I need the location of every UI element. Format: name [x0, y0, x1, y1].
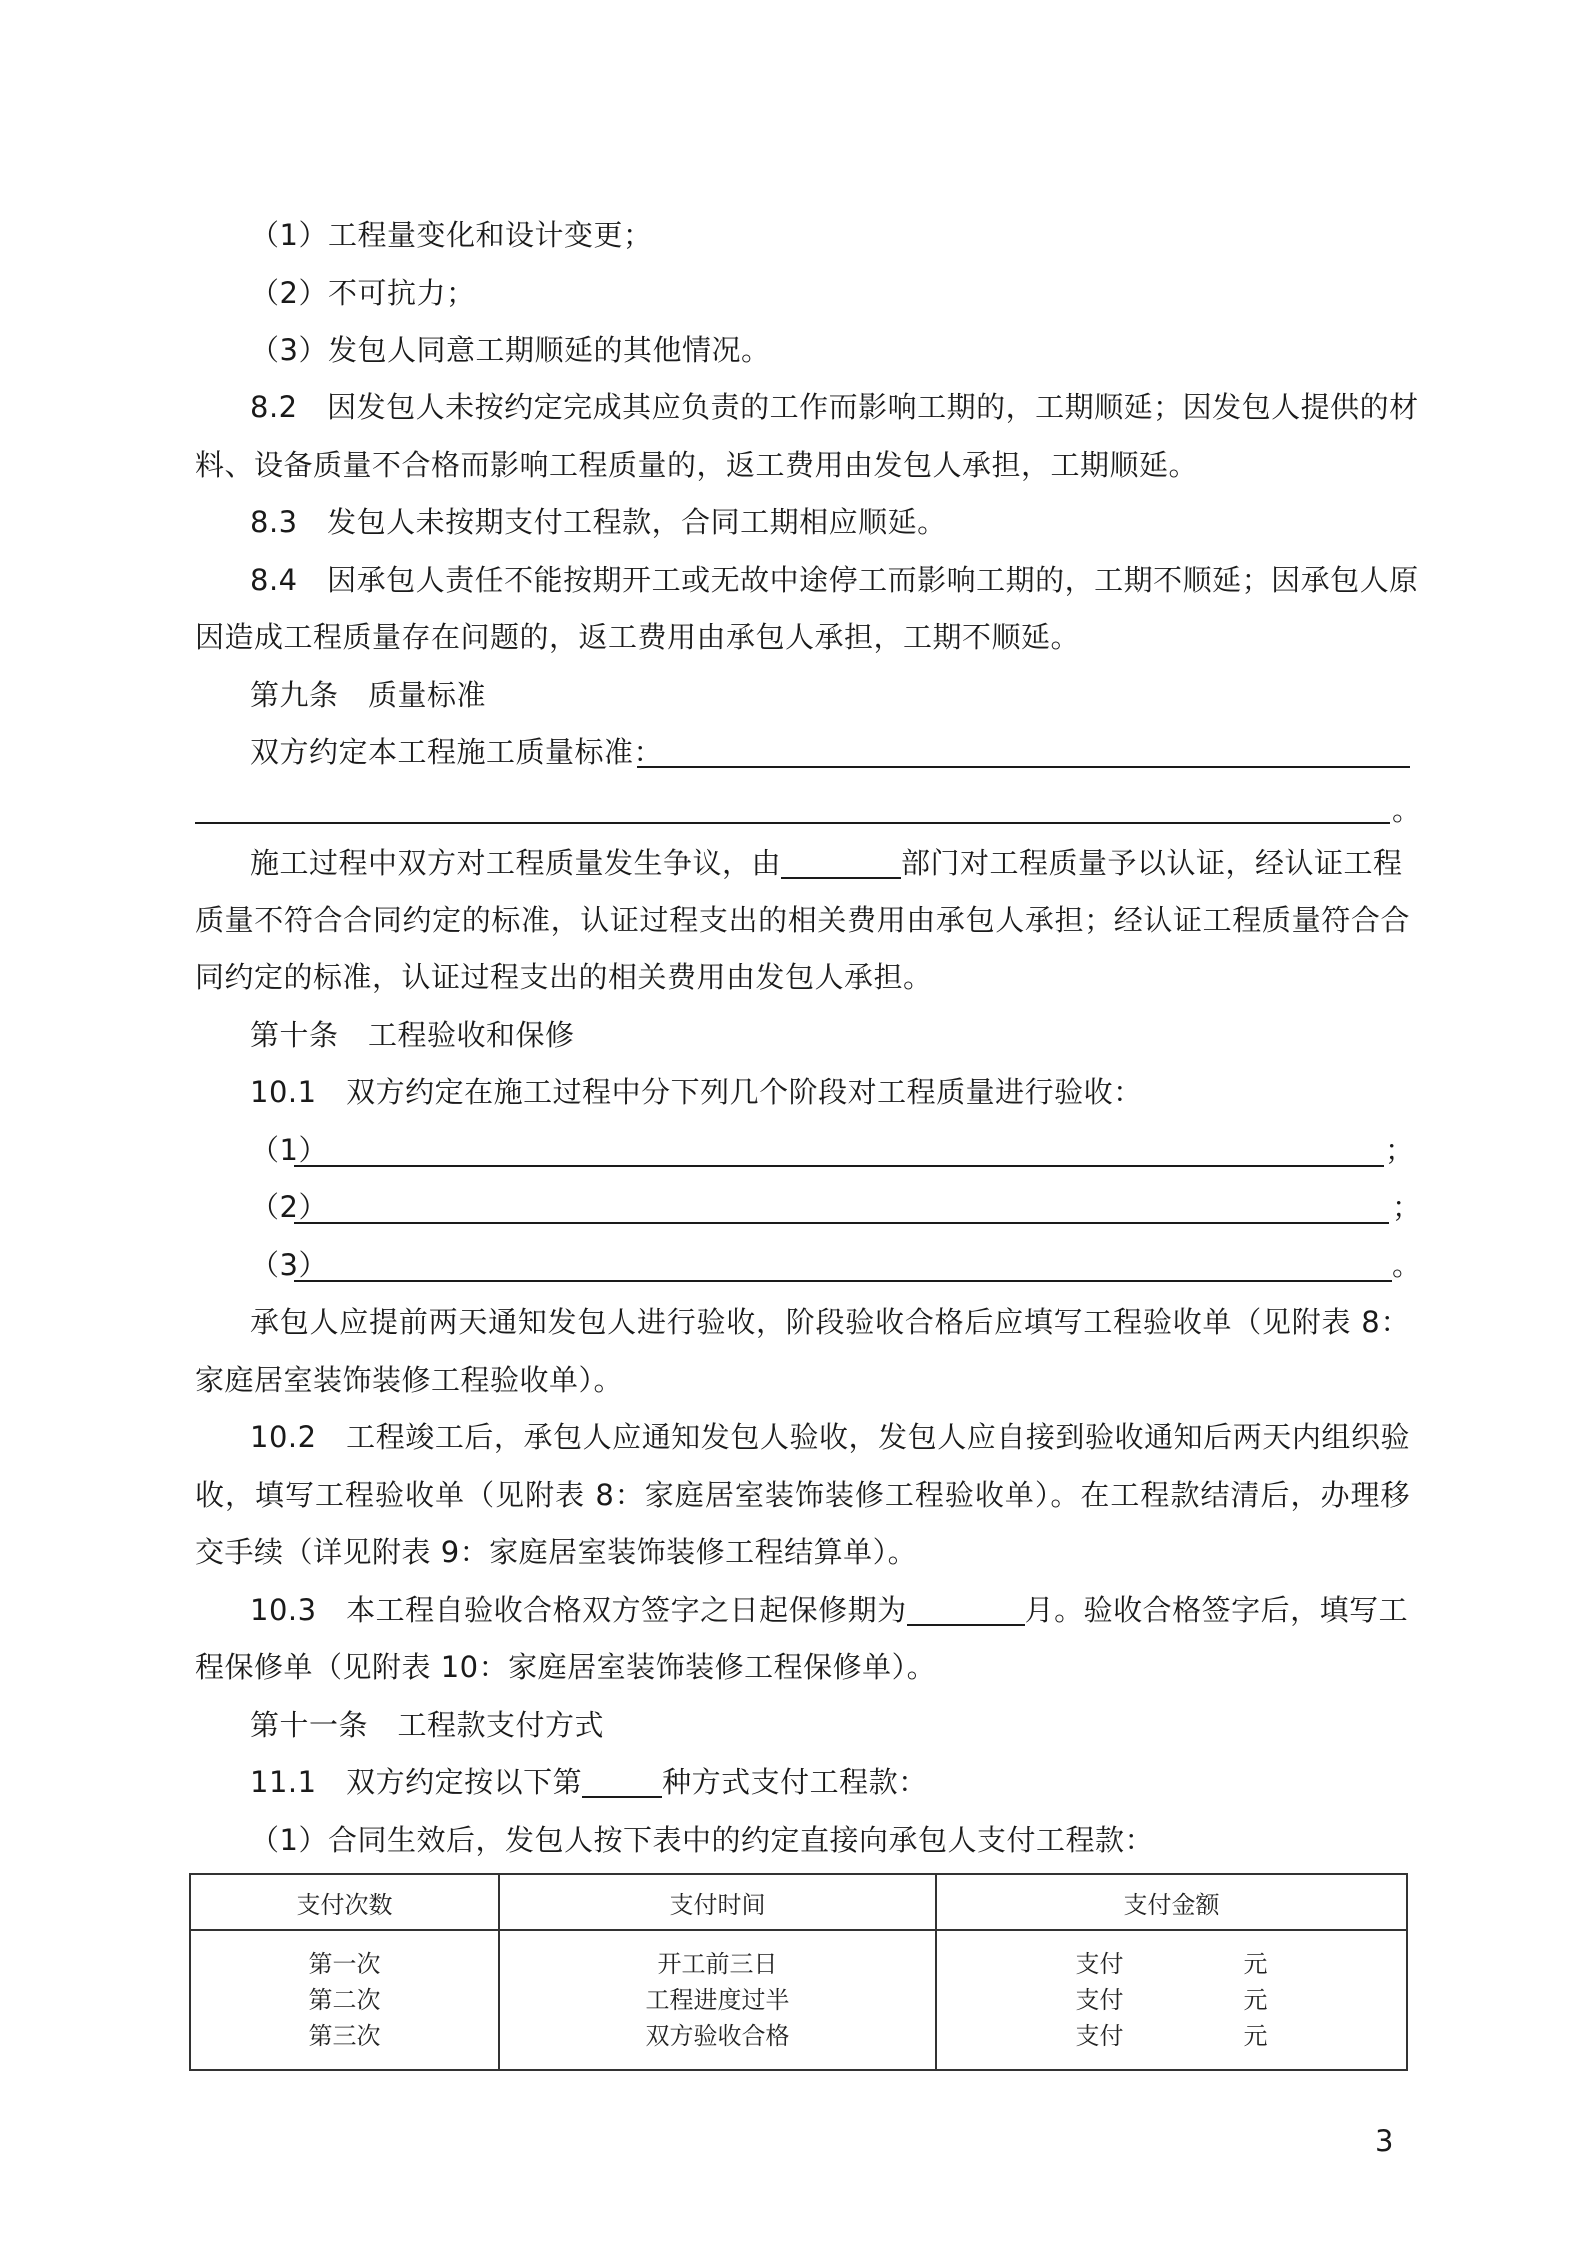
dispute-line-3: 同约定的标准，认证过程支出的相关费用由发包人承担。 — [195, 960, 933, 994]
clause-8-1-item-2: （2）不可抗力； — [250, 276, 476, 310]
table-row-3-time: 双方验收合格 — [645, 2022, 790, 2050]
table-row-3-count: 第三次 — [308, 2022, 381, 2050]
clause-8-3: 8.3 发包人未按期支付工程款，合同工期相应顺延。 — [250, 505, 947, 539]
pay-label: 支付 — [1075, 2022, 1124, 2050]
payment-method-text-post: 种方式支付工程款： — [662, 1765, 928, 1799]
clause-8-1-item-3: （3）发包人同意工期顺延的其他情况。 — [250, 333, 771, 367]
pay-label: 支付 — [1075, 1950, 1124, 1978]
clause-10-2-line-1: 10.2 工程竣工后，承包人应通知发包人验收，发包人应自接到验收通知后两天内组织验 — [250, 1420, 1410, 1454]
yuan-unit: 元 — [1243, 1986, 1268, 2014]
header-payment-time: 支付时间 — [499, 1874, 936, 1930]
clause-10-2-line-2: 收，填写工程验收单（见附表 8：家庭居室装饰装修工程验收单）。在工程款结清后，办理移 — [195, 1478, 1410, 1512]
dispute-text-pre: 施工过程中双方对工程质量发生争议，由 — [250, 846, 782, 880]
article-9-heading: 第九条 质量标准 — [250, 678, 487, 712]
acceptance-notice-line-2: 家庭居室装饰装修工程验收单）。 — [195, 1363, 624, 1397]
article-11-heading: 第十一条 工程款支付方式 — [250, 1708, 605, 1742]
stage-1-blank[interactable] — [294, 1165, 1384, 1167]
stage-2-label: （2） — [250, 1190, 328, 1224]
clause-8-1-item-1: （1）工程量变化和设计变更； — [250, 218, 653, 252]
clause-10-2-line-3: 交手续（详见附表 9：家庭居室装饰装修工程结算单）。 — [195, 1535, 918, 1569]
article-10-heading: 第十条 工程验收和保修 — [250, 1018, 575, 1052]
certifying-department-blank[interactable] — [781, 845, 901, 879]
stage-1-semicolon: ； — [1385, 1133, 1415, 1167]
payment-schedule-table — [189, 1873, 1408, 2071]
payment-method-text-pre: 11.1 双方约定按以下第 — [250, 1765, 583, 1799]
acceptance-notice-line-1: 承包人应提前两天通知发包人进行验收，阶段验收合格后应填写工程验收单（见附表 8： — [250, 1305, 1410, 1339]
clause-10-1: 10.1 双方约定在施工过程中分下列几个阶段对工程质量进行验收： — [250, 1075, 1143, 1109]
clause-10-3-line-2: 程保修单（见附表 10：家庭居室装饰装修工程保修单）。 — [195, 1650, 937, 1684]
table-row-1-amount[interactable] — [938, 1946, 1405, 1982]
quality-standard-blank-1[interactable] — [637, 766, 1410, 768]
payment-time-cell — [499, 1930, 936, 2070]
stage-2-blank[interactable] — [294, 1222, 1389, 1224]
page-number: 3 — [1375, 2124, 1394, 2158]
clause-8-2-line-2: 料、设备质量不合格而影响工程质量的，返工费用由发包人承担，工期顺延。 — [195, 448, 1199, 482]
yuan-unit: 元 — [1243, 2022, 1268, 2050]
warranty-text-post: 月。验收合格签字后，填写工 — [1024, 1593, 1409, 1627]
quality-standard-blank-2[interactable] — [195, 822, 1390, 824]
dispute-text-post: 部门对工程质量予以认证，经认证工程 — [901, 846, 1403, 880]
yuan-unit: 元 — [1243, 1950, 1268, 1978]
payment-method-number-blank[interactable] — [582, 1764, 662, 1798]
quality-standard-label: 双方约定本工程施工质量标准： — [250, 735, 664, 769]
stage-1-label: （1） — [250, 1133, 328, 1167]
header-payment-amount: 支付金额 — [936, 1874, 1407, 1930]
warranty-text-pre: 10.3 本工程自验收合格双方签字之日起保修期为 — [250, 1593, 907, 1627]
table-body-row — [190, 1930, 1407, 2070]
table-row-2-amount[interactable] — [938, 1982, 1405, 2018]
stage-3-blank[interactable] — [294, 1280, 1392, 1282]
pay-label: 支付 — [1075, 1986, 1124, 2014]
stage-3-period: 。 — [1392, 1248, 1422, 1282]
clause-11-1 — [250, 1762, 1410, 1802]
payment-count-cell — [190, 1930, 499, 2070]
table-header-row — [190, 1874, 1407, 1930]
clause-8-2-line-1: 8.2 因发包人未按约定完成其应负责的工作而影响工期的，工期顺延；因发包人提供的材 — [250, 390, 1419, 424]
payment-option-1: （1）合同生效后，发包人按下表中的约定直接向承包人支付工程款： — [250, 1823, 1154, 1857]
quality-standard-period: 。 — [1392, 793, 1422, 827]
table-row-3-amount[interactable] — [938, 2018, 1405, 2054]
dispute-line-2: 质量不符合合同约定的标准，认证过程支出的相关费用由承包人承担；经认证工程质量符合合 — [195, 903, 1410, 937]
stage-2-semicolon: ； — [1392, 1190, 1422, 1224]
table-row-2-time: 工程进度过半 — [645, 1986, 790, 2014]
table-row-1-count: 第一次 — [308, 1950, 381, 1978]
clause-10-3-line-1 — [250, 1590, 1410, 1630]
warranty-months-blank[interactable] — [907, 1592, 1025, 1626]
header-payment-count: 支付次数 — [190, 1874, 499, 1930]
table-row-2-count: 第二次 — [308, 1986, 381, 2014]
table-row-1-time: 开工前三日 — [657, 1950, 778, 1978]
clause-8-4-line-1: 8.4 因承包人责任不能按期开工或无故中途停工而影响工期的，工期不顺延；因承包人原 — [250, 563, 1419, 597]
stage-3-label: （3） — [250, 1248, 328, 1282]
dispute-line-1 — [250, 843, 1410, 883]
payment-amount-cell — [936, 1930, 1407, 2070]
clause-8-4-line-2: 因造成工程质量存在问题的，返工费用由承包人承担，工期不顺延。 — [195, 620, 1081, 654]
